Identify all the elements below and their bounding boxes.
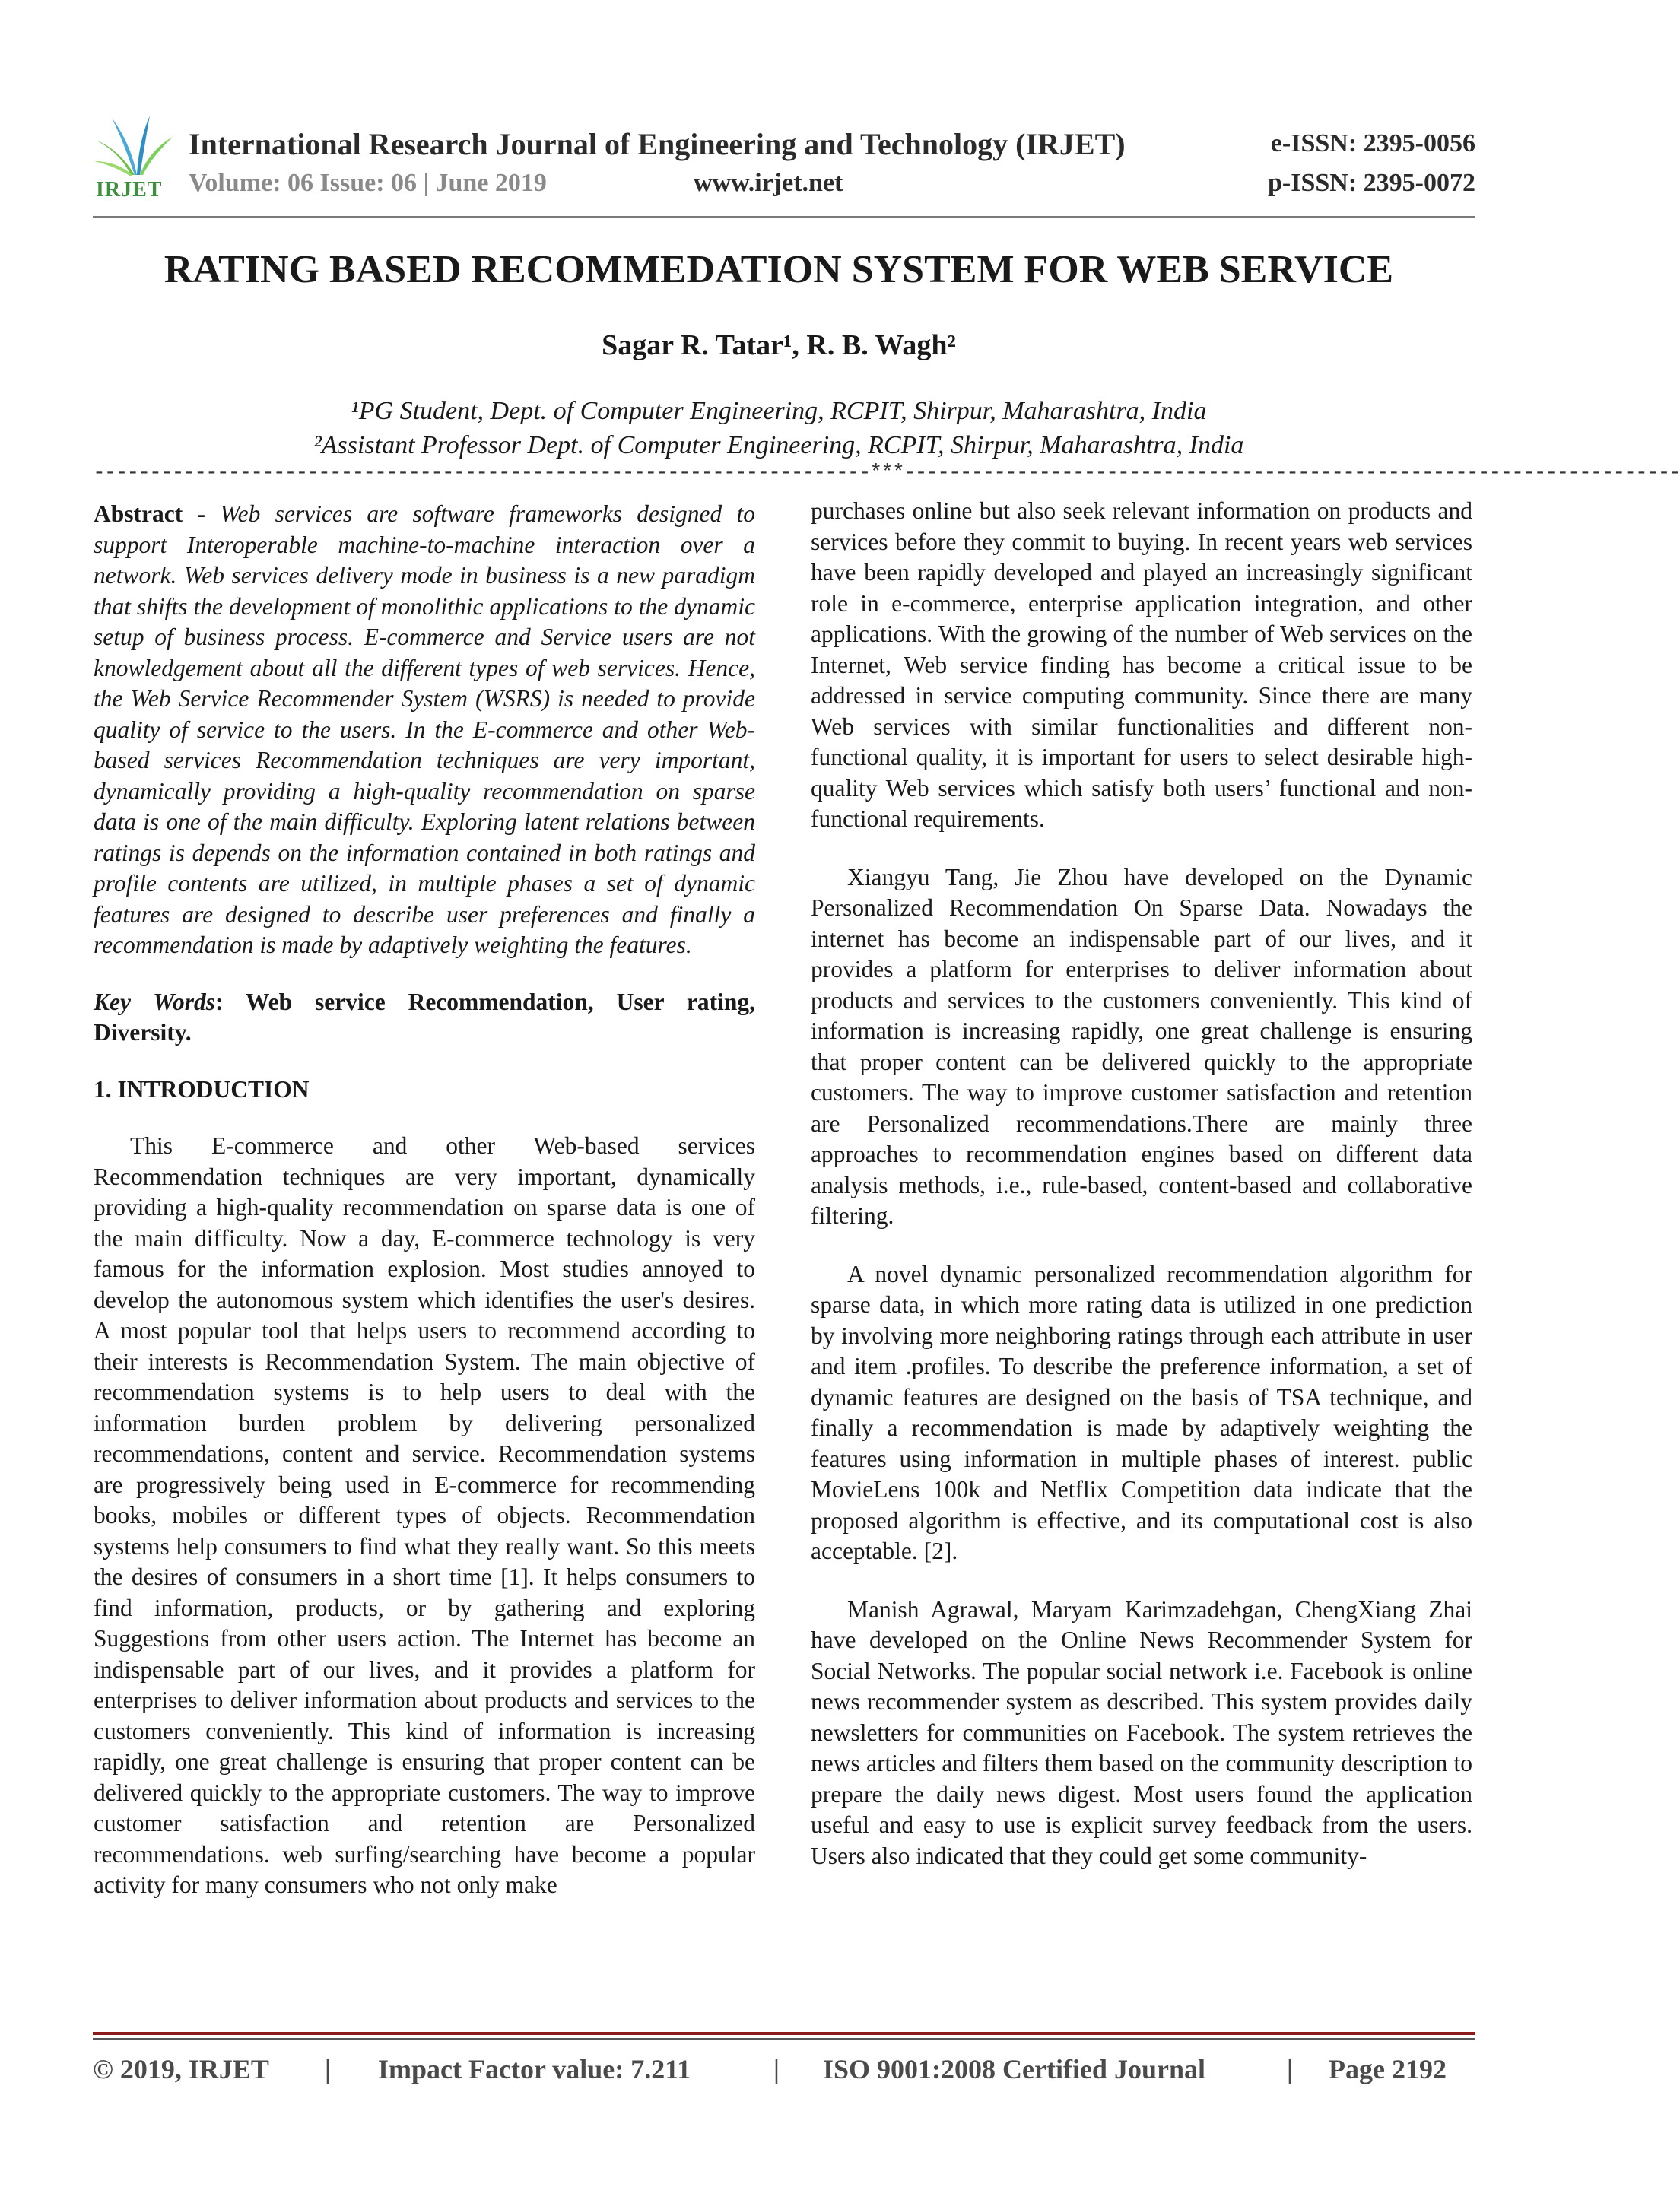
footer-rule-red: [93, 2032, 1475, 2035]
footer-iso: ISO 9001:2008 Certified Journal: [823, 2054, 1205, 2084]
footer-copyright: © 2019, IRJET: [93, 2054, 269, 2084]
irjet-logo: [93, 114, 176, 213]
paper-authors: Sagar R. Tatar¹, R. B. Wagh²: [602, 329, 956, 361]
intro-paragraph: This E-commerce and other Web-based services Recommendation techniques are very important, dynamically providing a high-quality recommendation on sparse data is one of the main difficulty. Now a day, E-commerce technology is very famous for the information explosion. Most studies annoyed to develop the autonomous system which identifies the user's desires. A most popular tool that helps users to recommend according to their interests is Recommendation System. The main objective of recommendation systems is to help users to deal with the information burden problem by delivering personalized recommendations, content and service. Recommendation systems are progressively being used in E-commerce for recommending books, mobiles or different types of objects. Recommendation systems help consumers to find what they really want. So this meets the desires of consumers in a short time [1]. It helps consumers to find information, products, or by gathering and exploring Suggestions from other users action. The Internet has become an indispensable part of our lives, and it provides a platform for enterprises to deliver information about products and services to the customers conveniently. This kind of information is increasing rapidly, one great challenge is ensuring that proper content can be delivered quickly to the appropriate customers. The way to improve customer satisfaction and retention are Personalized recommendations. web surfing/searching have become a popular activity for many consumers who not only make: [94, 1132, 755, 1898]
affiliation-2: ²Assistant Professor Dept. of Computer Engineering, RCPIT, Shirpur, Maharashtra, India: [313, 431, 1244, 459]
paragraph: Xiangyu Tang, Jie Zhou have developed on the Dynamic Personalized Recommendation On Sparse Data. Nowadays the internet has become an indispensable part of our lives, and it provides a platform for enterprises to deliver information about products and services to the customers conveniently. This kind of information is increasing rapidly, one great challenge is ensuring that proper content can be delivered quickly to the appropriate customers. The way to improve customer satisfaction and retention are Personalized recommendations.There are mainly three approaches to recommendation engines based on different data analysis methods, i.e., rule-based, content-based and collaborative filtering.: [811, 863, 1472, 1229]
journal-title: International Research Journal of Engineering and Technology (IRJET): [189, 127, 1126, 161]
journal-website: www.irjet.net: [694, 169, 843, 197]
abstract: [94, 499, 755, 961]
keywords-text: : Web service Recommendation, User rating, Diversity.: [94, 988, 755, 1046]
footer-impact-factor: Impact Factor value: 7.211: [378, 2054, 691, 2084]
footer-rule-gray: [93, 2038, 1475, 2040]
footer-page-number: Page 2192: [1329, 2054, 1447, 2084]
paragraph: A novel dynamic personalized recommendation algorithm for sparse data, in which more rating data is utilized in one prediction by involving more neighboring ratings through each attribute in user and item .profiles. To describe the preference information, a set of dynamic features are designed on the basis of TSA technique, and finally a recommendation is made by adaptively weighting the features using information in multiple phases of interest. public MovieLens 100k and Netflix Competition data indicate that the proposed algorithm is effective, and its computational cost is also acceptable. [2].: [811, 1260, 1472, 1564]
keywords: [94, 987, 755, 1049]
section-separator: ---------------------------------------------------------------------***---------------------------------------------------------------------: [93, 462, 1680, 485]
abstract-text: Web services are software frameworks designed to support Interoperable machine-to-machine interaction over a network. Web services delivery mode in business is a new paradigm that shifts the development of monolithic applications to the dynamic setup of business process. E-commerce and Service users are not knowledgement about all the different types of web services. Hence, the Web Service Recommender System (WSRS) is needed to provide quality of service to the users. In the E-commerce and other Web-based services Recommendation techniques are very important, dynamically providing a high-quality recommendation on sparse data is one of the main difficulty. Exploring latent relations between ratings is depends on the information contained in both ratings and profile contents are utilized, in multiple phases a set of dynamic features are designed to describe user preferences and finally a recommendation is made by adaptively weighting the features.: [94, 500, 755, 958]
section-heading: 1. INTRODUCTION: [94, 1075, 310, 1103]
paragraph: Manish Agrawal, Maryam Karimzadehgan, ChengXiang Zhai have developed on the Online News Recommender System for Social Networks. The popular social network i.e. Facebook is online news recommender system as described. This system provides daily newsletters for communities on Facebook. The system retrieves the news articles and filters them based on the community description to prepare the daily news digest. Most users found the application useful and easy to use is explicit survey feedback from the users. Users also indicated that they could get some community-: [811, 1595, 1472, 1869]
volume-issue: Volume: 06 Issue: 06 | June 2019: [189, 169, 547, 197]
right-column: [811, 496, 1472, 1871]
leaf-logo-icon: [93, 114, 176, 183]
header-divider: [93, 216, 1475, 218]
paragraph: purchases online but also seek relevant information on products and services before they commit to buying. In recent years web services have been rapidly developed and played an increasingly significant role in e-commerce, enterprise application integration, and other applications. With the growing of the number of Web services on the Internet, Web service finding has become a critical issue to be addressed in service computing community. Since there are many Web services with similar functionalities and different non-functional quality, it is important for users to select desirable high-quality Web services which satisfy both users’ functional and non- functional requirements.: [811, 497, 1472, 832]
keywords-label: Key Words: [94, 988, 215, 1015]
paper-title: RATING BASED RECOMMEDATION SYSTEM FOR WEB SERVICE: [164, 248, 1394, 291]
footer-divider: |: [1287, 2054, 1293, 2084]
p-issn: p-ISSN: 2395-0072: [1268, 169, 1475, 197]
left-column: [94, 499, 755, 1901]
e-issn: e-ISSN: 2395-0056: [1270, 129, 1475, 157]
affiliation-1: ¹PG Student, Dept. of Computer Engineering, RCPIT, Shirpur, Maharashtra, India: [351, 397, 1207, 425]
journal-header: [93, 114, 1475, 221]
page-footer: [93, 2053, 1475, 2091]
footer-divider: |: [325, 2054, 331, 2084]
logo-text: IRJET: [96, 178, 163, 202]
footer-divider: |: [773, 2054, 780, 2084]
abstract-label: Abstract -: [94, 500, 206, 527]
